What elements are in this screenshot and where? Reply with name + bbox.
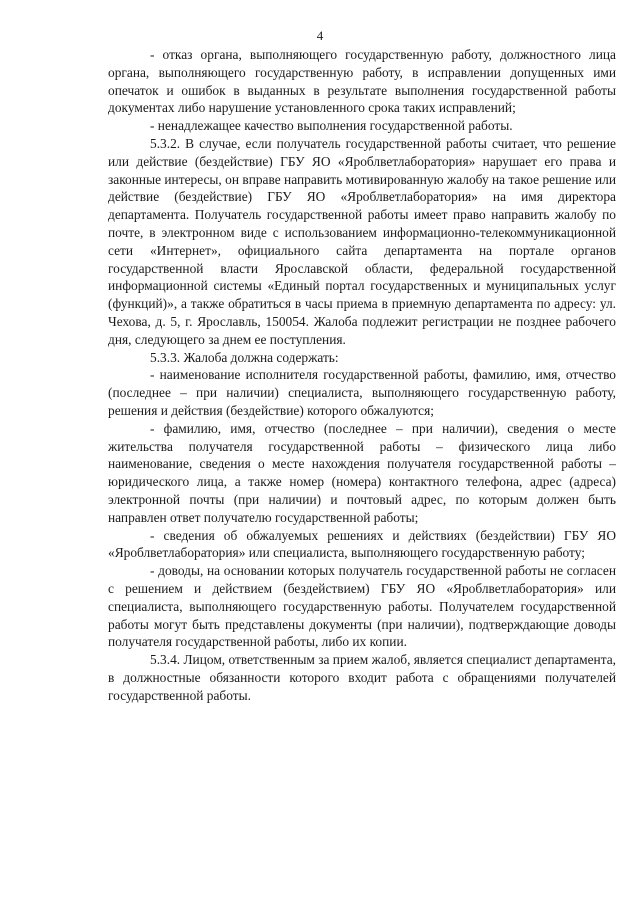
- paragraph-poor-quality: - ненадлежащее качество выполнения государственной работы.: [150, 118, 513, 134]
- paragraph-refusal: - отказ органа, выполняющего государственную работу, должностного лица органа, выполняющего государственную работу, в исправлении допущенных ими опечаток и ошибок в выданных в результате выполнения государственной работы документах либо нарушение установленного срока таких исправлений;: [108, 47, 616, 116]
- paragraph-5-3-4: 5.3.4. Лицом, ответственным за прием жалоб, является специалист департамента, в должностные обязанности которого входит работа с обращениями получателей государственной работы.: [108, 652, 617, 703]
- paragraph-applicant-details: - фамилию, имя, отчество (последнее – при наличии), сведения о месте жительства получателя государственной работы – физического лица либо наименование, сведения о месте нахождения получателя государственной работы – юридического лица, а также номер (номера) контактного телефона, адрес (адреса) электронной почты (при наличии) и почтовый адрес, по которым должен быть направлен ответ получателю государственной работы;: [108, 420, 616, 525]
- paragraph-5-3-2: 5.3.2. В случае, если получатель государственной работы считает, что решение или действие (бездействие) ГБУ ЯО «Яроблветлаборатория» нарушает его права и законные интересы, он вправе направить мотивированную жалобу на такое решение или действие (бездействие) ГБУ ЯО «Яроблветлаборатория» на имя директора департамента. Получатель государственной работы имеет право направить жалобу по почте, в электронном виде с использованием информационно-телекоммуникационной сети «Интернет», официального сайта департамента на портале органов государственной власти Ярославской области, федеральной государственной информационной системы «Единый портал государственных и муниципальных услуг (функций)», а также обратиться в часы приема в приемную департамента по адресу: ул. Чехова, д. 5, г. Ярославль, 150054. Жалоба подлежит регистрации не позднее рабочего дня, следующего за днем ее поступления.: [108, 135, 616, 347]
- paragraph-executor-name: - наименование исполнителя государственной работы, фамилию, имя, отчество (последнее – при наличии) специалиста, выполняющего государственную работу, решения и действия (бездействие) которого обжалуются;: [108, 367, 616, 418]
- paragraph-arguments: - доводы, на основании которых получатель государственной работы не согласен с решением и действием (бездействием) ГБУ ЯО «Яроблветлаборатория» или специалиста, выполняющего государственную работы. Получателем государственной работы могут быть представлены документы (при наличии), подтверждающие доводы получателя государственной работы, либо их копии.: [108, 563, 616, 650]
- paragraph-5-3-3: 5.3.3. Жалоба должна содержать:: [150, 349, 339, 365]
- page-number: 4: [316, 28, 324, 43]
- paragraph-appealed-decisions: - сведения об обжалуемых решениях и действиях (бездействии) ГБУ ЯО «Яроблветлаборатория» или специалиста, выполняющего государственную работу;: [108, 527, 616, 561]
